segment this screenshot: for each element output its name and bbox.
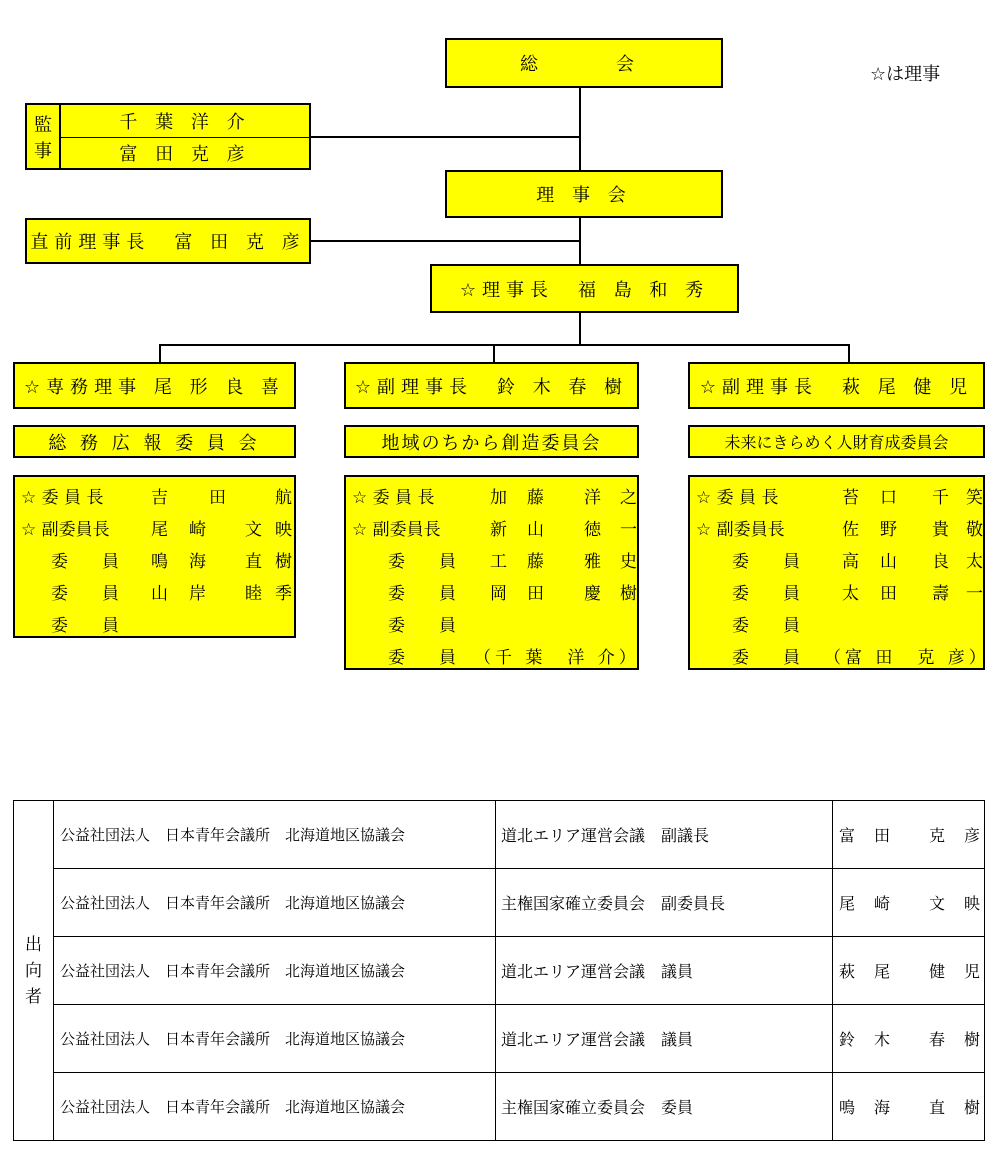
connector-drop-center: [493, 344, 495, 362]
member-name-char: 良: [932, 552, 949, 572]
member-name-char: 史: [620, 552, 637, 572]
name-char: 克: [928, 826, 945, 845]
member-role: 委 員: [388, 584, 456, 604]
member-name-char: 崎: [189, 520, 206, 540]
member-role: 委 員: [732, 584, 800, 604]
member-name-char: 山: [880, 552, 897, 572]
name-char: 樹: [963, 1098, 980, 1117]
member-name-char: 太: [842, 584, 859, 604]
member-role: 委 員: [51, 616, 119, 636]
member-name-char: 岡: [490, 584, 507, 604]
table-cell-name: [833, 1005, 985, 1073]
member-name-char: 壽: [932, 584, 949, 604]
member-name-char: 雅: [584, 552, 601, 572]
auditor-label-bottom: 事: [34, 140, 52, 162]
member-name-char: 樹: [620, 584, 637, 604]
member-name-char: 笑: [966, 488, 983, 508]
member-name-char: 山: [151, 584, 168, 604]
member-name-paren: （千 葉 洋 介）: [474, 648, 640, 668]
table-cell-name: [833, 1073, 985, 1141]
member-name-char: 工: [490, 552, 507, 572]
member-name-char: 一: [620, 520, 637, 540]
name-char: 崎: [873, 894, 890, 913]
member-name-char: 野: [880, 520, 897, 540]
previous-chairman-box: 直前理事長 富 田 克 彦: [25, 218, 311, 264]
member-role: ☆ 委 員 長: [21, 488, 104, 508]
member-role: 委 員: [51, 552, 119, 572]
auditors-box: [25, 103, 311, 170]
member-role: 委 員: [732, 552, 800, 572]
member-name-char: 田: [527, 584, 544, 604]
member-name-char: 一: [966, 584, 983, 604]
table-cell-org: 公益社団法人 日本青年会議所 北海道地区協議会: [54, 801, 496, 869]
member-role: ☆ 副委員長: [21, 520, 110, 540]
member-role: 委 員: [732, 648, 800, 668]
table-cell-position: 道北エリア運営会議 副議長: [496, 801, 833, 869]
table-cell-name: [833, 801, 985, 869]
connector-auditor: [311, 136, 581, 138]
general-assembly-box: 総 会: [445, 38, 723, 88]
auditor-2: 富 田 克 彦: [119, 143, 251, 165]
name-char: 直: [928, 1098, 945, 1117]
connector-trunk-3: [579, 313, 581, 345]
member-name-char: 航: [275, 488, 292, 508]
name-char: 彦: [963, 826, 980, 845]
member-name-char: 苔: [842, 488, 859, 508]
table-cell-org: 公益社団法人 日本青年会議所 北海道地区協議会: [54, 1005, 496, 1073]
name-char: 児: [963, 962, 980, 981]
table-cell-org: 公益社団法人 日本青年会議所 北海道地区協議会: [54, 1073, 496, 1141]
member-name-char: 田: [209, 488, 226, 508]
member-name-char: 徳: [584, 520, 601, 540]
dept3-head-box: ☆副理事長 萩 尾 健 児: [688, 362, 985, 409]
member-name-char: 加: [490, 488, 507, 508]
dept3-committee-box: 未来にきらめく人財育成委員会: [688, 425, 985, 458]
member-name-char: 岸: [189, 584, 206, 604]
name-char: 尾: [839, 894, 856, 913]
member-name-char: 新: [490, 520, 507, 540]
member-name-char: 敬: [966, 520, 983, 540]
member-name-char: 佐: [842, 520, 859, 540]
table-cell-position: 道北エリア運営会議 議員: [496, 1005, 833, 1073]
member-name-char: 慶: [584, 584, 601, 604]
secondment-label-char: 向: [25, 960, 42, 981]
member-name-char: 太: [966, 552, 983, 572]
member-name-char: 映: [275, 520, 292, 540]
member-role: ☆ 委 員 長: [696, 488, 779, 508]
member-name-char: 藤: [527, 488, 544, 508]
auditor-1: 千 葉 洋 介: [61, 105, 309, 138]
member-role: 委 員: [732, 616, 800, 636]
dept2-committee-box: 地域のちから創造委員会: [344, 425, 639, 458]
table-cell-position: 道北エリア運営会議 議員: [496, 937, 833, 1005]
connector-branch: [159, 344, 850, 346]
member-name-char: 季: [275, 584, 292, 604]
secondment-label-cell: [14, 801, 54, 1141]
table-cell-position: 主権国家確立委員会 副委員長: [496, 869, 833, 937]
dept1-head-box: ☆専務理事 尾 形 良 喜: [13, 362, 296, 409]
dept1-members-box: [13, 475, 296, 638]
secondment-table: [13, 800, 985, 1141]
name-char: 文: [928, 894, 945, 913]
table-cell-position: 主権国家確立委員会 委員: [496, 1073, 833, 1141]
legend-note: ☆は理事: [870, 64, 941, 85]
member-role: ☆ 副委員長: [352, 520, 441, 540]
connector-drop-left: [159, 344, 161, 362]
member-name-char: 之: [620, 488, 637, 508]
secondment-label-char: 者: [25, 986, 42, 1007]
member-role: 委 員: [51, 584, 119, 604]
member-name-char: 文: [245, 520, 262, 540]
member-name-paren: （富 田 克 彦）: [824, 648, 990, 668]
name-char: 健: [928, 962, 945, 981]
member-role: 委 員: [388, 648, 456, 668]
member-role: 委 員: [388, 616, 456, 636]
board-box: 理 事 会: [445, 170, 723, 218]
auditor-label-top: 監: [34, 114, 52, 136]
table-cell-org: 公益社団法人 日本青年会議所 北海道地区協議会: [54, 869, 496, 937]
chairman-box: ☆理事長 福 島 和 秀: [430, 264, 739, 313]
member-name-char: 尾: [151, 520, 168, 540]
name-char: 鳴: [839, 1098, 856, 1117]
member-name-char: 山: [527, 520, 544, 540]
table-cell-org: 公益社団法人 日本青年会議所 北海道地区協議会: [54, 937, 496, 1005]
secondment-label-char: 出: [25, 934, 42, 955]
dept2-head-box: ☆副理事長 鈴 木 春 樹: [344, 362, 639, 409]
member-name-char: 田: [880, 584, 897, 604]
name-char: 木: [873, 1030, 890, 1049]
member-name-char: 口: [880, 488, 897, 508]
member-name-char: 睦: [245, 584, 262, 604]
member-name-char: 直: [245, 552, 262, 572]
member-role: 委 員: [388, 552, 456, 572]
name-char: 田: [873, 826, 890, 845]
member-name-char: 千: [932, 488, 949, 508]
member-name-char: 鳴: [151, 552, 168, 572]
name-char: 萩: [839, 962, 856, 981]
member-name-char: 藤: [527, 552, 544, 572]
dept1-committee-box: 総 務 広 報 委 員 会: [13, 425, 296, 458]
connector-trunk: [579, 88, 581, 172]
connector-prev-chair: [311, 240, 581, 242]
dept2-members-box: [344, 475, 639, 670]
name-char: 尾: [873, 962, 890, 981]
name-char: 春: [928, 1030, 945, 1049]
dept3-members-box: [688, 475, 990, 670]
member-role: ☆ 委 員 長: [352, 488, 435, 508]
member-name-char: 樹: [275, 552, 292, 572]
name-char: 海: [873, 1098, 890, 1117]
member-name-char: 吉: [151, 488, 168, 508]
member-name-char: 洋: [584, 488, 601, 508]
member-name-char: 海: [189, 552, 206, 572]
member-name-char: 高: [842, 552, 859, 572]
name-char: 富: [839, 826, 856, 845]
table-cell-name: [833, 869, 985, 937]
auditor-label-cell: [27, 105, 61, 168]
member-role: ☆ 副委員長: [696, 520, 785, 540]
name-char: 樹: [963, 1030, 980, 1049]
name-char: 鈴: [839, 1030, 856, 1049]
table-cell-name: [833, 937, 985, 1005]
connector-drop-right: [848, 344, 850, 362]
member-name-char: 貴: [932, 520, 949, 540]
name-char: 映: [963, 894, 980, 913]
